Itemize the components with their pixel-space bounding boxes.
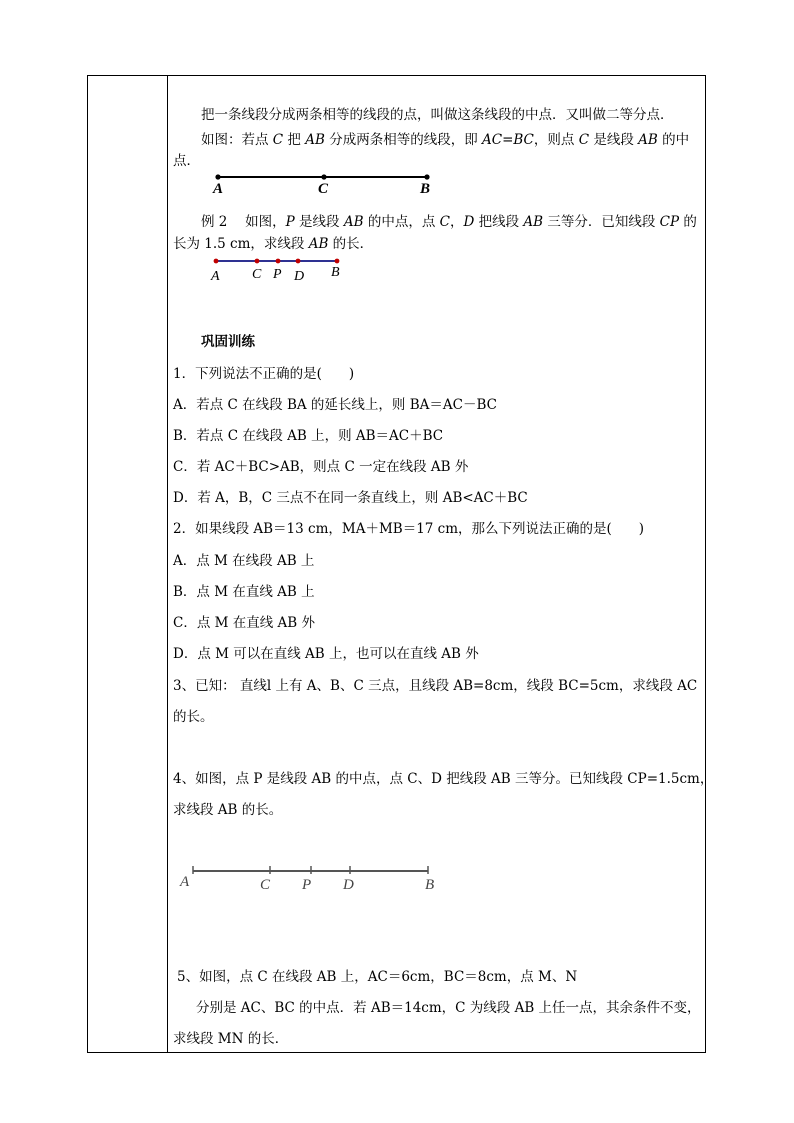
label-a: A: [213, 181, 224, 197]
table-column-divider: [167, 75, 168, 1053]
label-c: C: [252, 267, 262, 282]
point-c: [255, 259, 260, 264]
q5-line-2: 分别是 AC、BC 的中点．若 AB＝14cm，C 为线段 AB 上任一点，其余条件不变，: [196, 1000, 701, 1016]
label-c: C: [260, 877, 271, 893]
q2-option-a: A．点 M 在线段 AB 上: [173, 553, 315, 569]
q5-line-1: 5、如图，点 C 在线段 AB 上，AC＝6cm，BC＝8cm，点 M、N: [177, 969, 578, 985]
label-p: P: [273, 267, 282, 282]
example2-line-1: 例 2 如图，P 是线段 AB 的中点，点 C，D 把线段 AB 三等分．已知线段 CP 的: [201, 214, 697, 230]
q3-line-1: 3、已知： 直线l 上有 A、B、C 三点，且线段 AB=8cm，线段 BC=5cm，求线段 AC: [173, 678, 698, 694]
label-p: P: [302, 877, 312, 893]
q1-option-a: A．若点 C 在线段 BA 的延长线上，则 BA＝AC－BC: [173, 397, 497, 413]
label-d: D: [294, 269, 305, 284]
practice-heading: 巩固训练: [201, 334, 255, 350]
q4-figure: [178, 862, 443, 896]
label-b: B: [420, 181, 431, 197]
label-a: A: [211, 269, 220, 284]
q2-option-d: D．点 M 可以在直线 AB 上，也可以在直线 AB 外: [173, 646, 479, 662]
q1-option-c: C．若 AC＋BC>AB，则点 C 一定在线段 AB 外: [173, 459, 469, 475]
label-a: A: [180, 874, 190, 890]
point-d: [296, 259, 301, 264]
example2-line-2: 长为 1.5 cm，求线段 AB 的长．: [173, 236, 374, 252]
q2-option-c: C．点 M 在直线 AB 外: [173, 615, 315, 631]
intro-line-3: 点．: [173, 153, 200, 169]
label-d: D: [343, 877, 354, 893]
q4-line-1: 4、如图，点 P 是线段 AB 的中点，点 C、D 把线段 AB 三等分。已知线段 CP=1.5cm，: [173, 771, 714, 787]
label-b: B: [331, 265, 340, 280]
midpoint-figure: [210, 170, 440, 200]
intro-line-2: 如图：若点 C 把 AB 分成两条相等的线段，即 AC=BC，则点 C 是线段 AB 的中: [201, 132, 690, 148]
q5-line-3: 求线段 MN 的长．: [173, 1031, 289, 1047]
point-b: [335, 259, 340, 264]
label-c: C: [318, 181, 329, 197]
point-a: [214, 259, 219, 264]
q3-line-2: 的长。: [173, 709, 214, 725]
point-a: [215, 174, 220, 179]
point-p: [276, 259, 281, 264]
point-c: [321, 174, 326, 179]
q2-option-b: B．点 M 在直线 AB 上: [173, 584, 315, 600]
label-b: B: [425, 877, 435, 893]
point-b: [424, 174, 429, 179]
q1-stem: 1．下列说法不正确的是( ): [173, 366, 355, 382]
q4-line-2: 求线段 AB 的长。: [173, 802, 283, 818]
intro-line-1: 把一条线段分成两条相等的线段的点，叫做这条线段的中点．又叫做二等分点．: [201, 107, 674, 123]
q1-option-b: B．若点 C 在线段 AB 上，则 AB＝AC＋BC: [173, 428, 444, 444]
q2-stem: 2．如果线段 AB＝13 cm，MA＋MB＝17 cm，那么下列说法正确的是( ): [173, 521, 645, 537]
example2-figure: [208, 255, 348, 285]
q1-option-d: D．若 A，B，C 三点不在同一条直线上，则 AB<AC＋BC: [173, 490, 528, 506]
